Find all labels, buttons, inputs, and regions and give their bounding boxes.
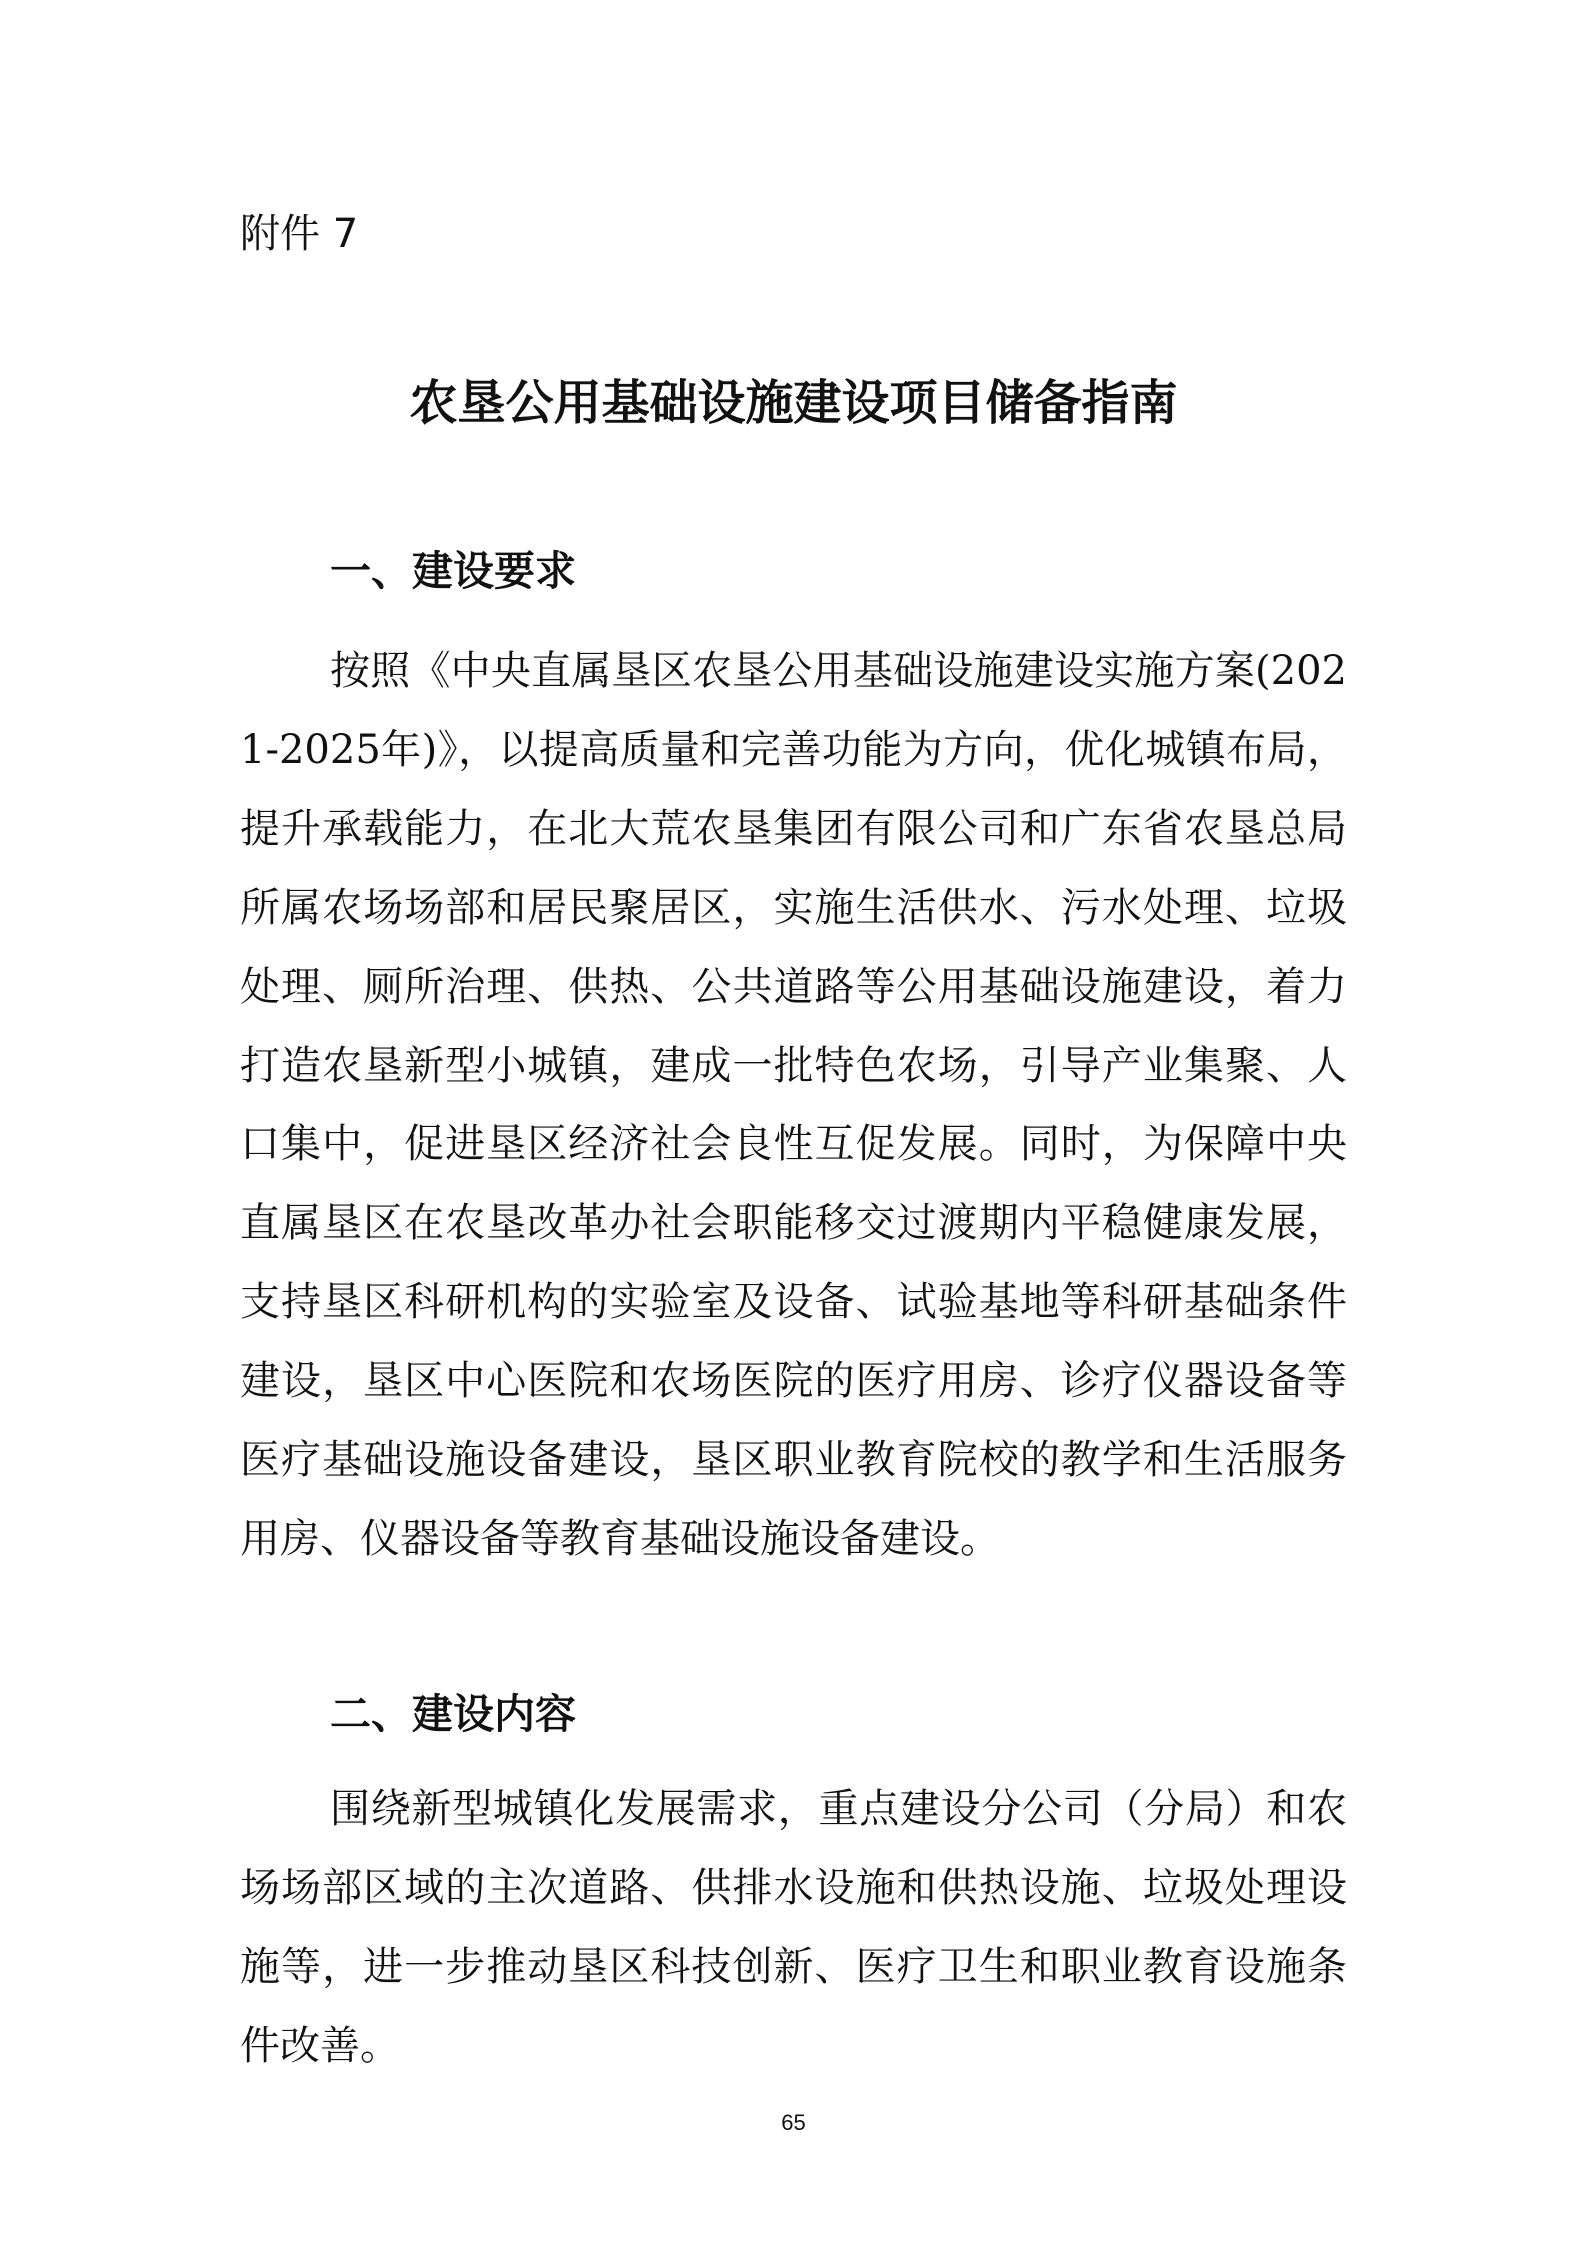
attachment-label: 附件 7 — [240, 211, 359, 257]
page-number: 65 — [781, 2110, 806, 2135]
section-paragraph-content: 围绕新型城镇化发展需求，重点建设分公司（分局）和农场场部区域的主次道路、供排水设施和供热设施、垃圾处理设施等，进一步推动垦区科技创新、医疗卫生和职业教育设施条件改善。 — [240, 1786, 1347, 2069]
section-paragraph-requirements: 按照《中央直属垦区农垦公用基础设施建设实施方案(2021-2025年)》，以提高质量和完善功能为方向，优化城镇布局，提升承载能力，在北大荒农垦集团有限公司和广东省农垦总局所属农场场部和居民聚居区，实施生活供水、污水处理、垃圾处理、厕所治理、供热、公共道路等公用基础设施建设，着力打造农垦新型小城镇，建成一批特色农场，引导产业集聚、人口集中，促进垦区经济社会良性互促发展。同时，为保障中央直属垦区在农垦改革办社会职能移交过渡期内平稳健康发展，支持垦区科研机构的实验室及设备、试验基地等科研基础条件建设，垦区中心医院和农场医院的医疗用房、诊疗仪器设备等医疗基础设施设备建设，垦区职业教育院校的教学和生活服务用房、仪器设备等教育基础设施设备建设。 — [240, 648, 1347, 1562]
document-title: 农垦公用基础设施建设项目储备指南 — [409, 375, 1178, 431]
section-heading-content: 二、建设内容 — [330, 1690, 576, 1738]
section-heading-requirements: 一、建设要求 — [330, 547, 576, 595]
